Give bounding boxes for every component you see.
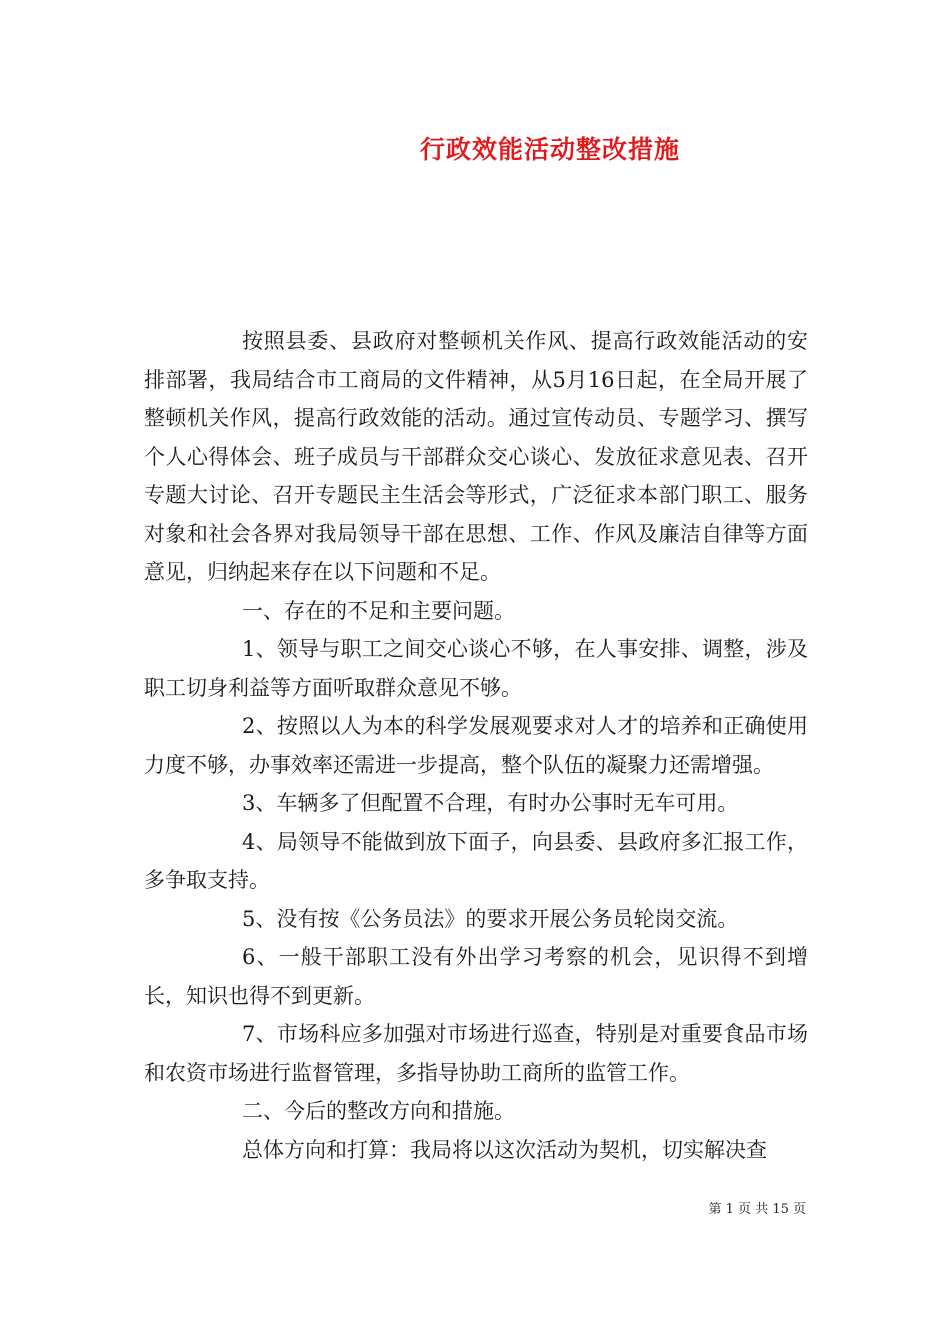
list-item: 1、领导与职工之间交心谈心不够，在人事安排、调整，涉及职工切身利益等方面听取群众意见不够。 bbox=[144, 637, 808, 700]
document-title: 行政效能活动整改措施 bbox=[419, 135, 680, 164]
document-body bbox=[144, 322, 808, 1169]
page-number: 第 1 页 共 15 页 bbox=[708, 1202, 806, 1217]
paragraph-plan: 总体方向和打算：我局将以这次活动为契机，切实解决查 bbox=[242, 1137, 767, 1162]
list-item: 7、市场科应多加强对市场进行巡查，特别是对重要食品市场和农资市场进行监督管理，多指导协助工商所的监管工作。 bbox=[144, 1022, 808, 1085]
list-item: 6、一般干部职工没有外出学习考察的机会，见识得不到增长，知识也得不到更新。 bbox=[144, 945, 808, 1008]
list-item: 4、局领导不能做到放下面子，向县委、县政府多汇报工作，多争取支持。 bbox=[144, 829, 808, 892]
list-item: 5、没有按《公务员法》的要求开展公务员轮岗交流。 bbox=[242, 906, 739, 931]
section-heading-2: 二、今后的整改方向和措施。 bbox=[242, 1099, 515, 1123]
list-item: 2、按照以人为本的科学发展观要求对人才的培养和正确使用力度不够，办事效率还需进一步提高，整个队伍的凝聚力还需增强。 bbox=[144, 714, 808, 777]
list-item: 3、车辆多了但配置不合理，有时办公事时无车可用。 bbox=[242, 791, 739, 815]
section-heading-1: 一、存在的不足和主要问题。 bbox=[242, 598, 515, 623]
paragraph-intro: 按照县委、县政府对整顿机关作风、提高行政效能活动的安排部署，我局结合市工商局的文件精神，从5月16日起，在全局开展了整顿机关作风，提高行政效能的活动。通过宣传动员、专题学习、撰写个人心得体会、班子成员与干部群众交心谈心、发放征求意见表、召开专题大讨论、召开专题民主生活会等形式，广泛征求本部门职工、服务对象和社会各界对我局领导干部在思想、工作、作风及廉洁自律等方面意见，归纳起来存在以下问题和不足。 bbox=[144, 329, 808, 584]
